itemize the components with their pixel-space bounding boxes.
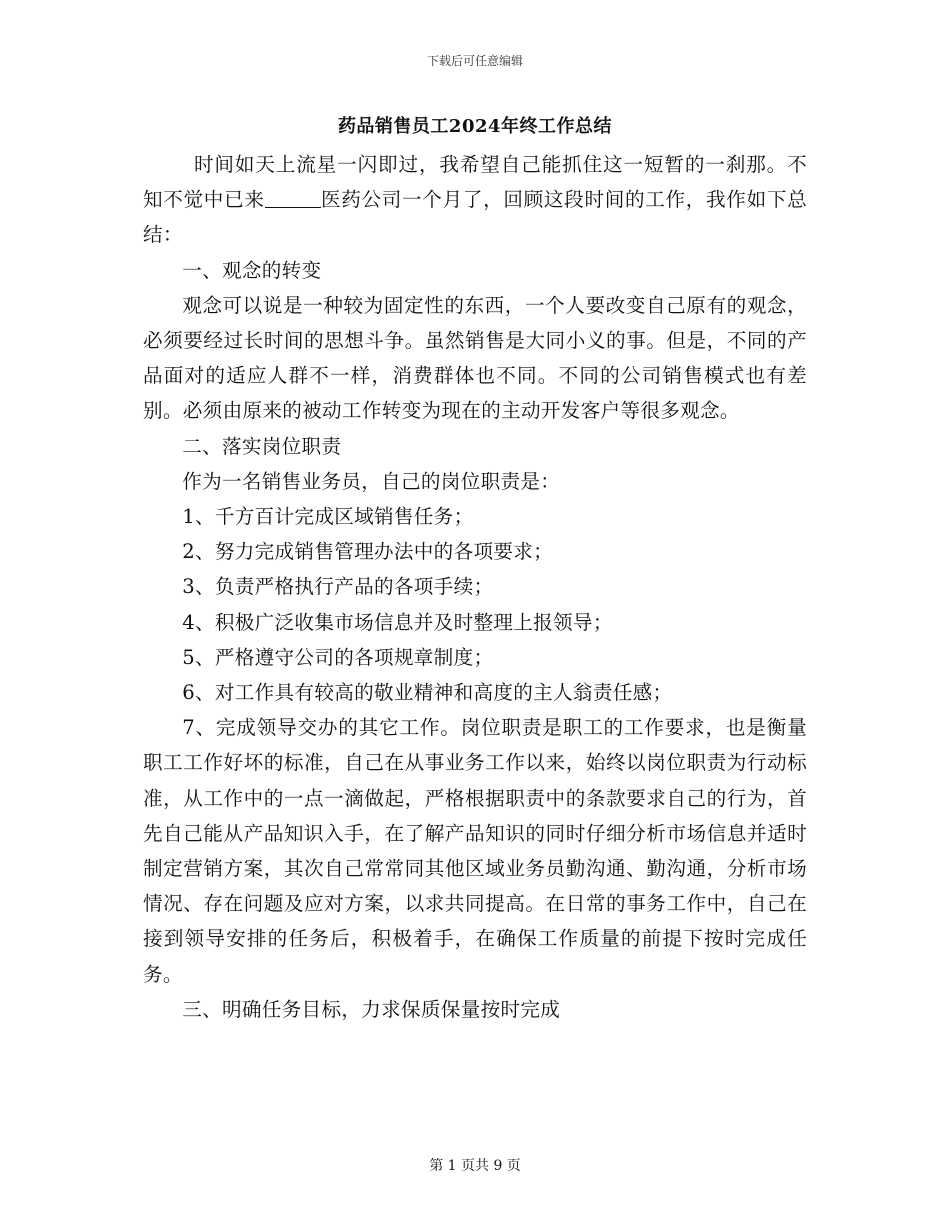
duty-item: 3、负责严格执行产品的各项手续；	[182, 575, 494, 599]
duty-item: 7、完成领导交办的其它工作。岗位职责是职工的工作要求，也是衡量职工工作好坏的标准，自己在从事业务工作以来，始终以岗位职责为行动标准，从工作中的一点一滴做起，严格根据职责中的条款要求自己的行为，首先自己能从产品知识入手，在了解产品知识的同时仔细分析市场信息并适时制定营销方案，其次自己常常同其他区域业务员勤沟通、勤沟通，分析市场情况、存在问题及应对方案，以求共同提高。在日常的事务工作中，自己在接到领导安排的任务后，积极着手，在确保工作质量的前提下按时完成任务。	[143, 716, 807, 986]
duty-item: 4、积极广泛收集市场信息并及时整理上报领导；	[182, 610, 613, 634]
document-title: 药品销售员工2024年终工作总结	[337, 116, 613, 137]
duty-item: 1、千方百计完成区域销售任务；	[182, 505, 474, 529]
page-number-footer: 第 1 页共 9 页	[429, 1158, 521, 1174]
section-heading-3: 三、明确任务目标，力求保质保量按时完成	[182, 997, 561, 1021]
duty-item: 2、努力完成销售管理办法中的各项要求；	[182, 540, 554, 564]
section-heading-1: 一、观念的转变	[182, 258, 322, 282]
intro-paragraph	[143, 147, 807, 253]
section-2-intro: 作为一名销售业务员，自己的岗位职责是：	[182, 469, 561, 493]
fill-in-blank	[265, 189, 321, 208]
document-body	[143, 147, 807, 1027]
section-heading-2: 二、落实岗位职责	[182, 434, 342, 458]
intro-text-before-blank: 时间如天上流星一闪即过，我希望自己能抓住这一短暂的一刹那。不知不觉中已来	[143, 153, 807, 212]
page-header-note: 下载后可任意编辑	[426, 54, 523, 68]
section-1-paragraph: 观念可以说是一种较为固定性的东西，一个人要改变自己原有的观念，必须要经过长时间的思想斗争。虽然销售是大同小义的事。但是，不同的产品面对的适应人群不一样，消费群体也不同。不同的公司销售模式也有差别。必须由原来的被动工作转变为现在的主动开发客户等很多观念。	[143, 293, 807, 423]
duty-item: 5、严格遵守公司的各项规章制度；	[182, 645, 494, 669]
intro-text-after-blank: 医药公司一个月了，回顾这段时间的工作，我作如下总结：	[143, 188, 807, 247]
duty-item: 6、对工作具有较高的敬业精神和高度的主人翁责任感；	[182, 681, 673, 705]
